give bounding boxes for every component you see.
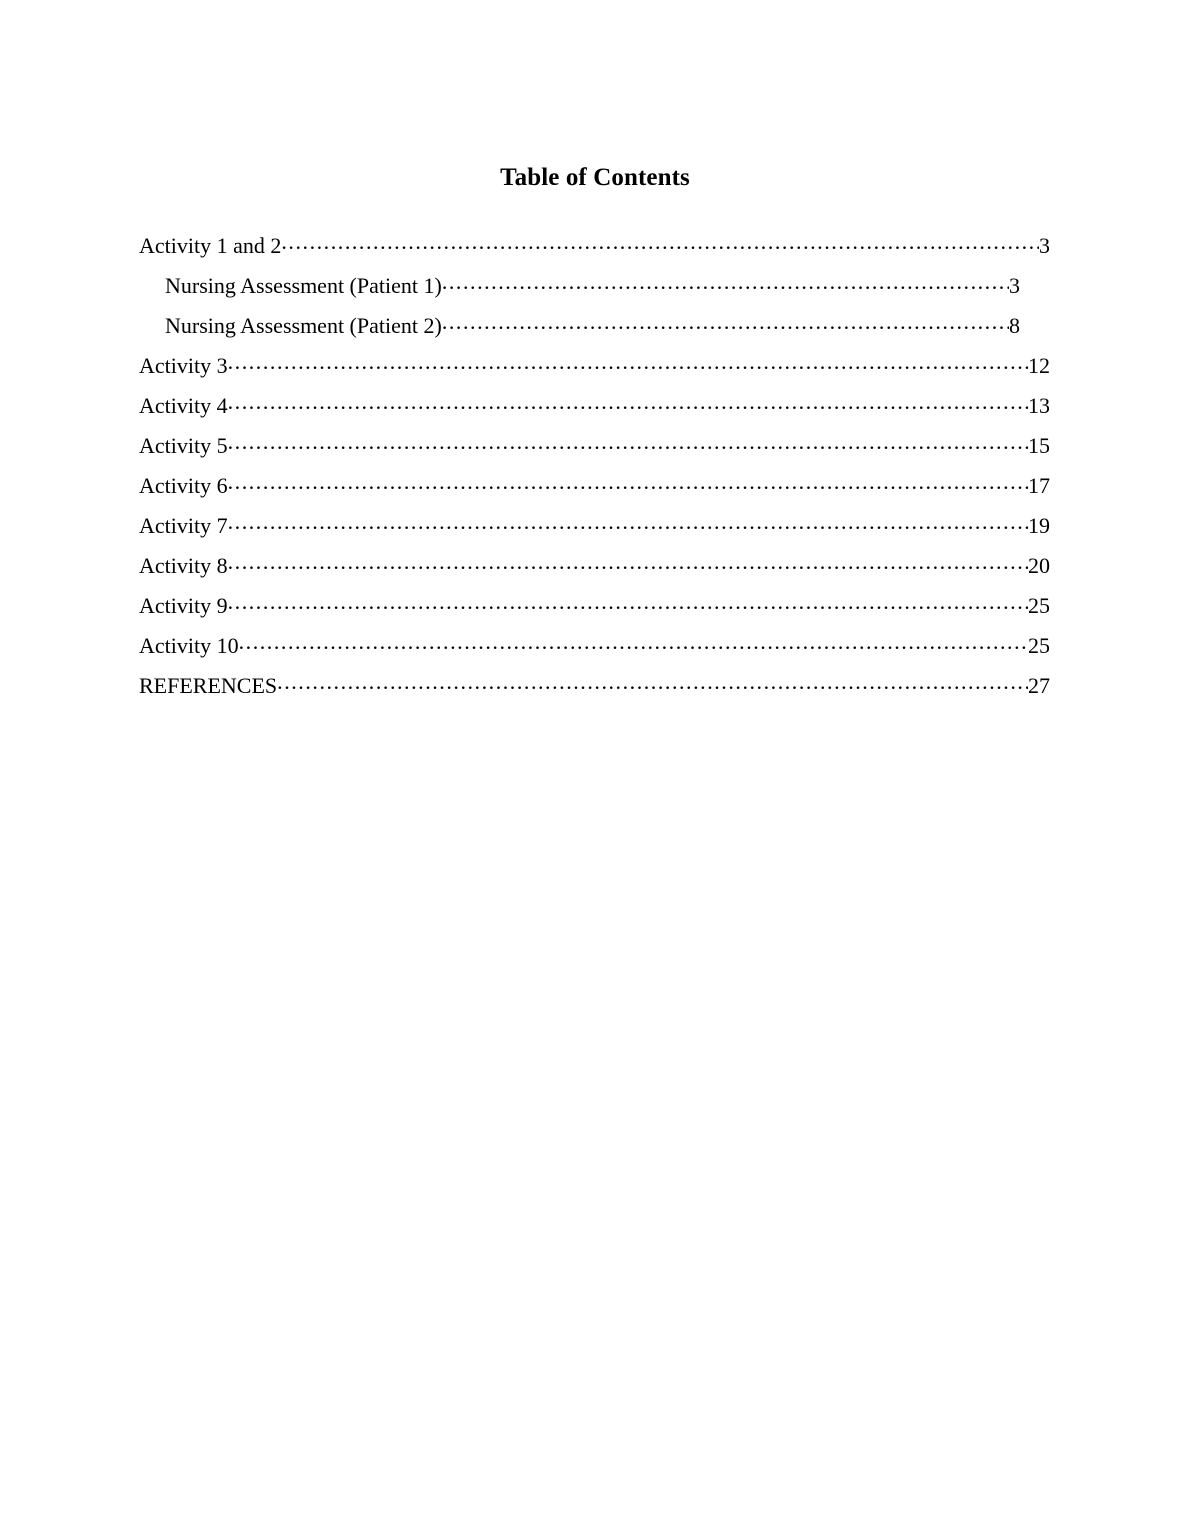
toc-entry-label: REFERENCES xyxy=(139,673,278,698)
toc-entry-label: Activity 7 xyxy=(139,513,228,538)
toc-entry[interactable] xyxy=(139,586,1050,626)
dot-leader xyxy=(228,351,1028,373)
toc-entry-label: Nursing Assessment (Patient 1) xyxy=(165,273,442,298)
dot-leader xyxy=(277,671,1028,693)
dot-leader xyxy=(281,231,1039,253)
toc-entry-page-number: 17 xyxy=(1028,473,1050,498)
toc-entry-page-number: 25 xyxy=(1028,633,1050,658)
toc-entry[interactable] xyxy=(139,546,1050,586)
toc-entry[interactable] xyxy=(139,666,1050,706)
dot-leader xyxy=(239,631,1028,653)
toc-entry-label: Activity 8 xyxy=(139,553,228,578)
toc-entry-label: Activity 1 and 2 xyxy=(139,233,282,258)
dot-leader xyxy=(228,551,1028,573)
toc-entry[interactable] xyxy=(139,226,1050,266)
toc-entry-label: Activity 9 xyxy=(139,593,228,618)
toc-entry-page-number: 3 xyxy=(1039,233,1050,258)
toc-entry[interactable] xyxy=(139,466,1050,506)
toc-entry[interactable] xyxy=(139,426,1050,466)
toc-entry[interactable] xyxy=(139,386,1050,426)
toc-entry-page-number: 3 xyxy=(1009,273,1020,298)
toc-entry-page-number: 25 xyxy=(1028,593,1050,618)
dot-leader xyxy=(228,471,1028,493)
dot-leader xyxy=(228,391,1028,413)
page-title: Table of Contents xyxy=(500,164,690,191)
toc-entry-page-number: 12 xyxy=(1028,353,1050,378)
toc-entry-label: Activity 10 xyxy=(139,633,239,658)
toc-entry-page-number: 27 xyxy=(1028,673,1050,698)
toc-entry-label: Activity 6 xyxy=(139,473,228,498)
dot-leader xyxy=(228,511,1028,533)
dot-leader xyxy=(228,591,1028,613)
toc-entry[interactable] xyxy=(139,346,1050,386)
toc-entry-page-number: 8 xyxy=(1009,313,1020,338)
toc-entry-page-number: 15 xyxy=(1028,433,1050,458)
dot-leader xyxy=(228,431,1028,453)
toc-entry[interactable] xyxy=(139,626,1050,666)
toc-entry-page-number: 13 xyxy=(1028,393,1050,418)
toc-entry[interactable] xyxy=(139,306,1050,346)
toc-entry-label: Nursing Assessment (Patient 2) xyxy=(165,313,442,338)
toc-entry-label: Activity 3 xyxy=(139,353,228,378)
toc-entry[interactable] xyxy=(139,266,1050,306)
toc-entry-label: Activity 4 xyxy=(139,393,228,418)
toc-entry-page-number: 19 xyxy=(1028,513,1050,538)
toc-entry-label: Activity 5 xyxy=(139,433,228,458)
dot-leader xyxy=(442,271,1009,293)
toc-entry[interactable] xyxy=(139,506,1050,546)
table-of-contents-list xyxy=(139,226,1050,706)
toc-entry-page-number: 20 xyxy=(1028,553,1050,578)
dot-leader xyxy=(442,311,1009,333)
